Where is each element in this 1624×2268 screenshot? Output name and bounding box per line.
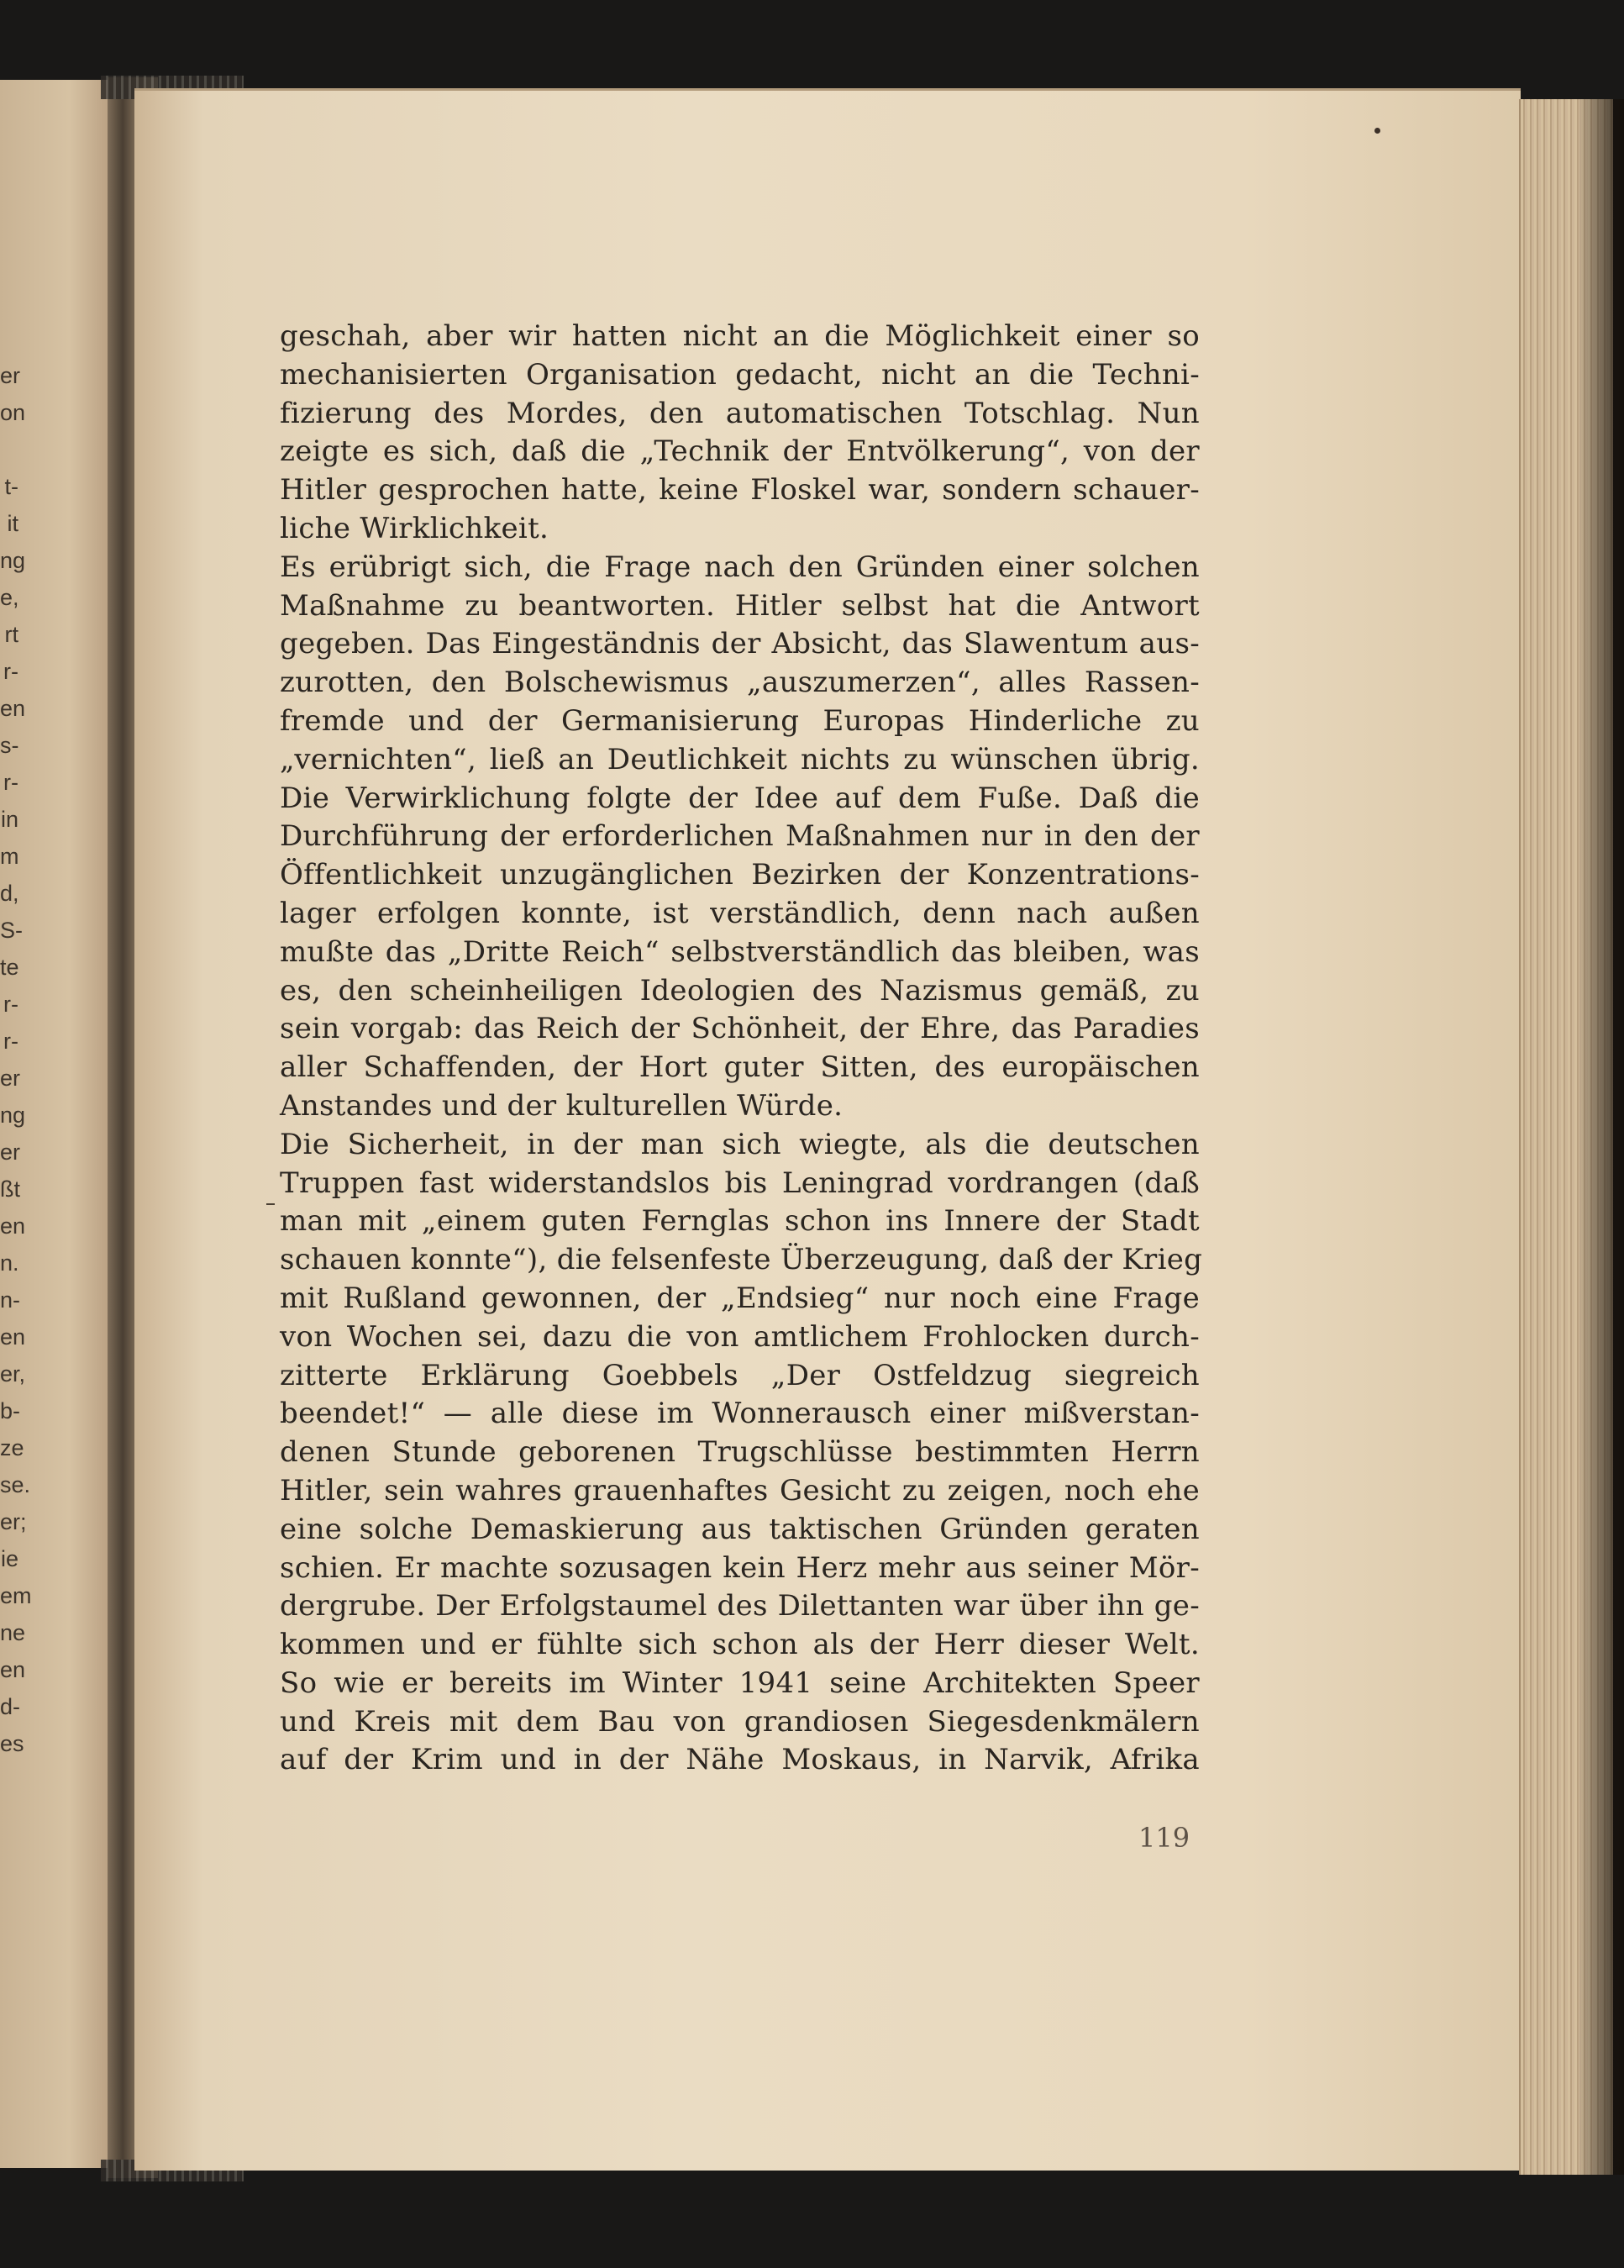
left-page-fragment: er	[0, 363, 21, 388]
left-page-fragment: n.	[0, 1250, 19, 1276]
text-line: Truppen fast widerstandslos bis Leningrad vordrangen (daß	[280, 1166, 1200, 1200]
left-page-fragment: it	[7, 511, 18, 536]
text-line: man mit „einem guten Fernglas schon ins Innere der Stadt	[280, 1204, 1200, 1239]
text-line: schauen konnte“), die felsenfeste Überzeugung, daß der Krieg	[280, 1243, 1203, 1277]
left-page-fragment: s-	[0, 733, 19, 758]
text-line: von Wochen sei, dazu die von amtlichem Frohlocken durch-	[280, 1319, 1200, 1354]
text-line: fizierung des Mordes, den automatischen Totschlag. Nun	[280, 396, 1200, 430]
left-page-fragment: b-	[0, 1398, 21, 1423]
text-line: es, den scheinheiligen Ideologien des Nazismus gemäß, zu	[280, 973, 1200, 1008]
text-line: schien. Er machte sozusagen kein Herz mehr aus seiner Mör-	[280, 1550, 1200, 1585]
left-page-fragment: en	[0, 1657, 26, 1682]
body-text	[280, 318, 1203, 1780]
text-line: mußte das „Dritte Reich“ selbstverständlich das bleiben, was	[280, 934, 1200, 969]
left-page-fragment: on	[0, 400, 26, 425]
text-line: liche Wirklichkeit.	[280, 511, 549, 545]
text-line: aller Schaffenden, der Hort guter Sitten, des europäischen	[280, 1050, 1200, 1085]
left-page-fragment: te	[0, 955, 19, 980]
left-page-fragment: er;	[0, 1509, 27, 1534]
left-page-fragment: ze	[0, 1435, 24, 1460]
left-page-fragment: d,	[0, 881, 19, 906]
left-page-fragment: m	[0, 844, 19, 869]
left-page-fragment: e,	[0, 585, 19, 610]
text-line: zurotten, den Bolschewismus „auszumerzen“, alles Rassen-	[280, 666, 1200, 700]
stray-mark	[266, 1203, 275, 1205]
text-line: zeigte es sich, daß die „Technik der Entvölkerung“, von der	[280, 434, 1200, 469]
text-line: sein vorgab: das Reich der Schönheit, der Ehre, das Paradies	[280, 1012, 1200, 1046]
left-page-fragment	[0, 431, 18, 468]
left-page-fragment: en	[0, 696, 26, 721]
text-line: Maßnahme zu beantworten. Hitler selbst hat die Antwort	[280, 588, 1200, 623]
text-line: dergrube. Der Erfolgstaumel des Dilettanten war über ihn ge-	[280, 1589, 1200, 1623]
text-line: fremde und der Germanisierung Europas Hinderliche zu	[280, 703, 1200, 738]
left-page-fragment: r-	[3, 770, 18, 795]
left-page-fragment: es	[0, 1731, 24, 1756]
text-line: Anstandes und der kulturellen Würde.	[280, 1088, 844, 1123]
left-page-fragment: t-	[4, 474, 18, 499]
text-line: Es erübrigt sich, die Frage nach den Gründen einer solchen	[280, 550, 1200, 584]
page-number: 119	[1138, 1822, 1190, 1854]
text-line: eine solche Demaskierung aus taktischen Gründen geraten	[280, 1512, 1200, 1546]
text-line: gegeben. Das Eingeständnis der Absicht, das Slawentum aus-	[280, 627, 1200, 661]
text-line: Öffentlichkeit unzugänglichen Bezirken der Konzentrations-	[280, 858, 1200, 892]
text-line: auf der Krim und in der Nähe Moskaus, in Narvik, Afrika	[280, 1743, 1200, 1777]
text-line: Hitler gesprochen hatte, keine Floskel war, sondern schauer-	[280, 473, 1200, 508]
text-line: Die Sicherheit, in der man sich wiegte, als die deutschen	[280, 1127, 1200, 1161]
left-page-fragment: em	[0, 1583, 32, 1608]
page-block-shadow	[1579, 99, 1624, 2175]
text-line: Die Verwirklichung folgte der Idee auf dem Fuße. Daß die	[280, 781, 1200, 815]
left-page-fragment: er	[0, 1139, 21, 1165]
text-line: „vernichten“, ließ an Deutlichkeit nichts zu wünschen übrig.	[280, 742, 1200, 776]
left-page-fragment: r-	[3, 992, 18, 1017]
left-page-fragment: S-	[0, 918, 23, 943]
left-page-fragment: rt	[4, 622, 18, 647]
left-page-fragment: en	[0, 1213, 26, 1239]
left-page-fragment: r-	[3, 1029, 18, 1054]
text-line: denen Stunde geborenen Trugschlüsse bestimmten Herrn	[280, 1435, 1200, 1470]
left-page-fragment: d-	[0, 1694, 21, 1719]
left-page-fragment: r-	[3, 659, 18, 684]
text-line: mit Rußland gewonnen, der „Endsieg“ nur noch eine Frage	[280, 1281, 1200, 1315]
text-line: beendet!“ — alle diese im Wonnerausch einer mißverstan-	[280, 1397, 1200, 1431]
left-page-fragment: er	[0, 1066, 21, 1091]
text-line: kommen und er fühlte sich schon als der Herr dieser Welt.	[280, 1628, 1200, 1662]
text-line: Durchführung der erforderlichen Maßnahmen nur in den der	[280, 819, 1200, 854]
left-page-fragment: er,	[0, 1361, 26, 1387]
text-line: lager erfolgen konnte, ist verständlich, denn nach außen	[280, 896, 1200, 930]
text-line: zitterte Erklärung Goebbels „Der Ostfeldzug siegreich	[280, 1358, 1200, 1392]
left-page-fragment: se.	[0, 1472, 31, 1497]
text-line: und Kreis mit dem Bau von grandiosen Siegesdenkmälern	[280, 1704, 1200, 1739]
left-page-fragment: ne	[0, 1620, 26, 1645]
left-page-fragment: ie	[0, 1546, 18, 1571]
left-page-fragment: in	[0, 807, 18, 832]
text-line: geschah, aber wir hatten nicht an die Möglichkeit einer so	[280, 319, 1200, 353]
left-page-fragment: ng	[0, 1102, 26, 1128]
text-line: mechanisierten Organisation gedacht, nicht an die Techni-	[280, 357, 1200, 392]
left-page-fragment: n-	[0, 1287, 21, 1313]
left-page-fragment: ng	[0, 548, 26, 573]
ink-dot-mark	[1374, 128, 1380, 134]
text-line: Hitler, sein wahres grauenhaftes Gesicht zu zeigen, noch ehe	[280, 1473, 1200, 1508]
left-page-fragment: ßt	[0, 1176, 20, 1202]
left-page-text-fragments	[0, 357, 66, 1903]
text-line: So wie er bereits im Winter 1941 seine Architekten Speer	[280, 1665, 1200, 1700]
left-page-fragment: en	[0, 1324, 26, 1350]
